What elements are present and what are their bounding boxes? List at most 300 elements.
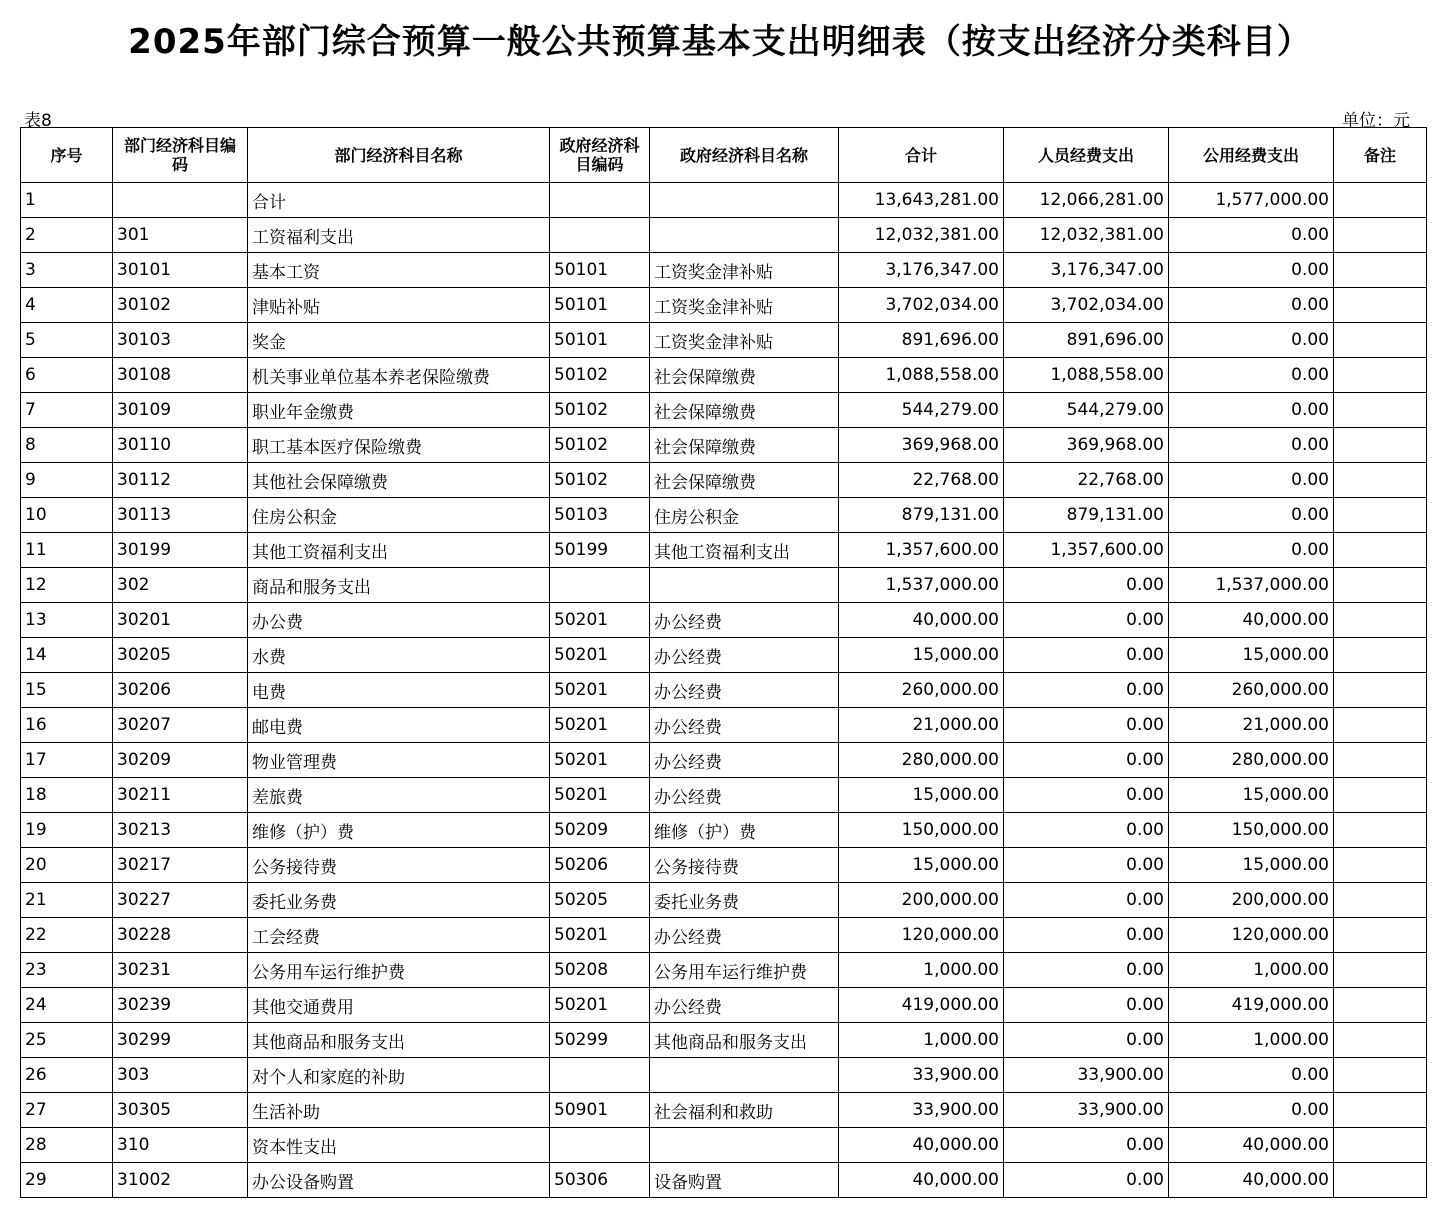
cell-gov-code: 50206 xyxy=(550,848,650,883)
cell-personnel: 0.00 xyxy=(1004,883,1169,918)
cell-note xyxy=(1334,568,1427,603)
cell-public: 1,577,000.00 xyxy=(1169,183,1334,218)
cell-total: 3,702,034.00 xyxy=(839,288,1004,323)
cell-gov-code: 50102 xyxy=(550,393,650,428)
cell-seq: 25 xyxy=(21,1023,113,1058)
header-seq: 序号 xyxy=(21,128,113,183)
cell-seq: 23 xyxy=(21,953,113,988)
cell-total: 150,000.00 xyxy=(839,813,1004,848)
cell-dept-code: 30199 xyxy=(113,533,248,568)
cell-gov-name: 办公经费 xyxy=(650,603,839,638)
cell-gov-code: 50901 xyxy=(550,1093,650,1128)
cell-personnel: 33,900.00 xyxy=(1004,1093,1169,1128)
cell-dept-name: 职工基本医疗保险缴费 xyxy=(248,428,550,463)
cell-note xyxy=(1334,1163,1427,1198)
cell-note xyxy=(1334,323,1427,358)
cell-personnel: 0.00 xyxy=(1004,708,1169,743)
cell-personnel: 0.00 xyxy=(1004,848,1169,883)
cell-gov-code: 50201 xyxy=(550,988,650,1023)
cell-total: 15,000.00 xyxy=(839,848,1004,883)
cell-gov-code xyxy=(550,1128,650,1163)
cell-seq: 4 xyxy=(21,288,113,323)
cell-dept-code: 301 xyxy=(113,218,248,253)
header-public: 公用经费支出 xyxy=(1169,128,1334,183)
cell-public: 0.00 xyxy=(1169,288,1334,323)
budget-table xyxy=(20,127,1427,1198)
cell-dept-code: 30112 xyxy=(113,463,248,498)
table-row xyxy=(21,988,1427,1023)
cell-personnel: 1,088,558.00 xyxy=(1004,358,1169,393)
cell-total: 13,643,281.00 xyxy=(839,183,1004,218)
cell-personnel: 0.00 xyxy=(1004,603,1169,638)
cell-note xyxy=(1334,428,1427,463)
table-row xyxy=(21,603,1427,638)
cell-public: 0.00 xyxy=(1169,323,1334,358)
cell-dept-name: 商品和服务支出 xyxy=(248,568,550,603)
cell-public: 15,000.00 xyxy=(1169,638,1334,673)
cell-public: 200,000.00 xyxy=(1169,883,1334,918)
cell-dept-name: 奖金 xyxy=(248,323,550,358)
cell-gov-name: 住房公积金 xyxy=(650,498,839,533)
cell-gov-name xyxy=(650,1128,839,1163)
cell-seq: 28 xyxy=(21,1128,113,1163)
cell-gov-name xyxy=(650,183,839,218)
cell-total: 15,000.00 xyxy=(839,778,1004,813)
cell-seq: 19 xyxy=(21,813,113,848)
cell-personnel: 369,968.00 xyxy=(1004,428,1169,463)
cell-total: 21,000.00 xyxy=(839,708,1004,743)
cell-note xyxy=(1334,253,1427,288)
cell-note xyxy=(1334,848,1427,883)
cell-gov-code xyxy=(550,1058,650,1093)
cell-personnel: 0.00 xyxy=(1004,568,1169,603)
cell-dept-name: 工会经费 xyxy=(248,918,550,953)
cell-public: 0.00 xyxy=(1169,498,1334,533)
cell-dept-name: 其他社会保障缴费 xyxy=(248,463,550,498)
cell-seq: 10 xyxy=(21,498,113,533)
cell-note xyxy=(1334,778,1427,813)
table-row xyxy=(21,918,1427,953)
table-row xyxy=(21,498,1427,533)
cell-total: 120,000.00 xyxy=(839,918,1004,953)
cell-dept-code: 30206 xyxy=(113,673,248,708)
cell-dept-name: 工资福利支出 xyxy=(248,218,550,253)
cell-gov-code: 50102 xyxy=(550,428,650,463)
cell-public: 280,000.00 xyxy=(1169,743,1334,778)
cell-note xyxy=(1334,463,1427,498)
cell-gov-name: 工资奖金津补贴 xyxy=(650,288,839,323)
table-row xyxy=(21,673,1427,708)
unit-label: 单位：元 xyxy=(1342,111,1410,131)
cell-gov-code: 50201 xyxy=(550,918,650,953)
cell-note xyxy=(1334,918,1427,953)
cell-gov-name: 办公经费 xyxy=(650,743,839,778)
cell-personnel: 0.00 xyxy=(1004,743,1169,778)
cell-total: 33,900.00 xyxy=(839,1058,1004,1093)
cell-total: 891,696.00 xyxy=(839,323,1004,358)
cell-total: 200,000.00 xyxy=(839,883,1004,918)
cell-dept-code: 30103 xyxy=(113,323,248,358)
cell-gov-code xyxy=(550,568,650,603)
table-number: 表8 xyxy=(24,111,52,131)
cell-dept-code: 30217 xyxy=(113,848,248,883)
cell-public: 0.00 xyxy=(1169,393,1334,428)
table-row xyxy=(21,1093,1427,1128)
cell-gov-code: 50201 xyxy=(550,708,650,743)
cell-gov-name: 其他工资福利支出 xyxy=(650,533,839,568)
cell-personnel: 3,176,347.00 xyxy=(1004,253,1169,288)
cell-dept-code: 30109 xyxy=(113,393,248,428)
cell-dept-code: 30201 xyxy=(113,603,248,638)
cell-gov-code: 50306 xyxy=(550,1163,650,1198)
cell-personnel: 0.00 xyxy=(1004,638,1169,673)
cell-public: 1,000.00 xyxy=(1169,953,1334,988)
cell-gov-code xyxy=(550,218,650,253)
cell-seq: 21 xyxy=(21,883,113,918)
cell-note xyxy=(1334,393,1427,428)
cell-dept-name: 物业管理费 xyxy=(248,743,550,778)
cell-dept-name: 委托业务费 xyxy=(248,883,550,918)
cell-public: 40,000.00 xyxy=(1169,1128,1334,1163)
cell-note xyxy=(1334,813,1427,848)
cell-total: 33,900.00 xyxy=(839,1093,1004,1128)
cell-seq: 26 xyxy=(21,1058,113,1093)
cell-total: 22,768.00 xyxy=(839,463,1004,498)
table-row xyxy=(21,953,1427,988)
cell-note xyxy=(1334,673,1427,708)
header-row xyxy=(21,128,1427,183)
cell-public: 40,000.00 xyxy=(1169,1163,1334,1198)
cell-gov-code: 50299 xyxy=(550,1023,650,1058)
cell-total: 40,000.00 xyxy=(839,1163,1004,1198)
table-row xyxy=(21,1058,1427,1093)
cell-total: 15,000.00 xyxy=(839,638,1004,673)
cell-dept-name: 水费 xyxy=(248,638,550,673)
cell-gov-code: 50199 xyxy=(550,533,650,568)
cell-seq: 22 xyxy=(21,918,113,953)
cell-total: 40,000.00 xyxy=(839,603,1004,638)
table-row xyxy=(21,463,1427,498)
cell-gov-name: 办公经费 xyxy=(650,673,839,708)
cell-gov-code: 50201 xyxy=(550,638,650,673)
cell-gov-code: 50201 xyxy=(550,778,650,813)
cell-public: 419,000.00 xyxy=(1169,988,1334,1023)
cell-gov-code: 50101 xyxy=(550,288,650,323)
cell-dept-code: 310 xyxy=(113,1128,248,1163)
cell-personnel: 0.00 xyxy=(1004,1023,1169,1058)
cell-note xyxy=(1334,498,1427,533)
cell-dept-name: 对个人和家庭的补助 xyxy=(248,1058,550,1093)
cell-note xyxy=(1334,603,1427,638)
cell-personnel: 3,702,034.00 xyxy=(1004,288,1169,323)
cell-seq: 20 xyxy=(21,848,113,883)
cell-gov-code xyxy=(550,183,650,218)
cell-personnel: 0.00 xyxy=(1004,813,1169,848)
header-dept-name: 部门经济科目名称 xyxy=(248,128,550,183)
header-gov-code: 政府经济科目编码 xyxy=(550,128,650,183)
header-note: 备注 xyxy=(1334,128,1427,183)
cell-total: 260,000.00 xyxy=(839,673,1004,708)
cell-gov-name: 其他商品和服务支出 xyxy=(650,1023,839,1058)
cell-total: 879,131.00 xyxy=(839,498,1004,533)
cell-public: 260,000.00 xyxy=(1169,673,1334,708)
cell-gov-name: 社会保障缴费 xyxy=(650,463,839,498)
cell-dept-name: 电费 xyxy=(248,673,550,708)
cell-personnel: 0.00 xyxy=(1004,673,1169,708)
cell-dept-code: 30108 xyxy=(113,358,248,393)
cell-gov-name: 办公经费 xyxy=(650,708,839,743)
cell-dept-code: 30213 xyxy=(113,813,248,848)
cell-seq: 14 xyxy=(21,638,113,673)
table-row xyxy=(21,533,1427,568)
cell-dept-code xyxy=(113,183,248,218)
cell-public: 150,000.00 xyxy=(1169,813,1334,848)
table-row xyxy=(21,638,1427,673)
header-gov-name: 政府经济科目名称 xyxy=(650,128,839,183)
cell-note xyxy=(1334,288,1427,323)
cell-seq: 24 xyxy=(21,988,113,1023)
cell-dept-code: 30227 xyxy=(113,883,248,918)
cell-gov-code: 50103 xyxy=(550,498,650,533)
cell-personnel: 33,900.00 xyxy=(1004,1058,1169,1093)
cell-dept-name: 津贴补贴 xyxy=(248,288,550,323)
cell-public: 1,537,000.00 xyxy=(1169,568,1334,603)
cell-seq: 11 xyxy=(21,533,113,568)
cell-personnel: 0.00 xyxy=(1004,1128,1169,1163)
cell-total: 1,088,558.00 xyxy=(839,358,1004,393)
cell-dept-code: 30113 xyxy=(113,498,248,533)
cell-seq: 29 xyxy=(21,1163,113,1198)
cell-note xyxy=(1334,533,1427,568)
table-row xyxy=(21,1128,1427,1163)
table-row xyxy=(21,323,1427,358)
cell-gov-name: 办公经费 xyxy=(650,918,839,953)
cell-gov-code: 50101 xyxy=(550,253,650,288)
cell-personnel: 12,066,281.00 xyxy=(1004,183,1169,218)
cell-gov-code: 50102 xyxy=(550,463,650,498)
cell-personnel: 0.00 xyxy=(1004,1163,1169,1198)
cell-gov-code: 50201 xyxy=(550,603,650,638)
cell-gov-name: 社会福利和救助 xyxy=(650,1093,839,1128)
cell-seq: 5 xyxy=(21,323,113,358)
cell-gov-code: 50201 xyxy=(550,673,650,708)
cell-seq: 7 xyxy=(21,393,113,428)
cell-public: 0.00 xyxy=(1169,1093,1334,1128)
cell-seq: 1 xyxy=(21,183,113,218)
cell-gov-name: 工资奖金津补贴 xyxy=(650,253,839,288)
cell-personnel: 0.00 xyxy=(1004,953,1169,988)
page-title: 2025年部门综合预算一般公共预算基本支出明细表（按支出经济分类科目） xyxy=(128,22,1312,62)
cell-note xyxy=(1334,1023,1427,1058)
cell-dept-name: 公务用车运行维护费 xyxy=(248,953,550,988)
cell-personnel: 0.00 xyxy=(1004,778,1169,813)
table-row xyxy=(21,743,1427,778)
cell-public: 21,000.00 xyxy=(1169,708,1334,743)
table-row xyxy=(21,778,1427,813)
cell-dept-name: 公务接待费 xyxy=(248,848,550,883)
cell-dept-code: 31002 xyxy=(113,1163,248,1198)
cell-gov-name: 办公经费 xyxy=(650,988,839,1023)
cell-public: 0.00 xyxy=(1169,358,1334,393)
cell-gov-name: 委托业务费 xyxy=(650,883,839,918)
cell-dept-code: 30231 xyxy=(113,953,248,988)
cell-dept-code: 303 xyxy=(113,1058,248,1093)
table-row xyxy=(21,428,1427,463)
cell-note xyxy=(1334,358,1427,393)
cell-public: 0.00 xyxy=(1169,533,1334,568)
cell-note xyxy=(1334,708,1427,743)
cell-note xyxy=(1334,1093,1427,1128)
cell-dept-code: 30102 xyxy=(113,288,248,323)
cell-dept-code: 30101 xyxy=(113,253,248,288)
table-row xyxy=(21,183,1427,218)
cell-gov-code: 50102 xyxy=(550,358,650,393)
cell-seq: 16 xyxy=(21,708,113,743)
cell-dept-code: 30205 xyxy=(113,638,248,673)
cell-dept-name: 住房公积金 xyxy=(248,498,550,533)
cell-gov-name: 社会保障缴费 xyxy=(650,428,839,463)
table-row xyxy=(21,253,1427,288)
cell-dept-code: 30299 xyxy=(113,1023,248,1058)
table-row xyxy=(21,1023,1427,1058)
cell-dept-name: 办公设备购置 xyxy=(248,1163,550,1198)
cell-public: 120,000.00 xyxy=(1169,918,1334,953)
cell-seq: 18 xyxy=(21,778,113,813)
cell-total: 1,537,000.00 xyxy=(839,568,1004,603)
cell-total: 280,000.00 xyxy=(839,743,1004,778)
cell-gov-name: 公务用车运行维护费 xyxy=(650,953,839,988)
cell-gov-name xyxy=(650,218,839,253)
cell-seq: 6 xyxy=(21,358,113,393)
table-row xyxy=(21,848,1427,883)
cell-personnel: 0.00 xyxy=(1004,988,1169,1023)
cell-gov-code: 50205 xyxy=(550,883,650,918)
cell-seq: 3 xyxy=(21,253,113,288)
table-row xyxy=(21,813,1427,848)
cell-public: 0.00 xyxy=(1169,463,1334,498)
table-row xyxy=(21,1163,1427,1198)
cell-personnel: 22,768.00 xyxy=(1004,463,1169,498)
cell-gov-name: 公务接待费 xyxy=(650,848,839,883)
header-total: 合计 xyxy=(839,128,1004,183)
cell-dept-code: 302 xyxy=(113,568,248,603)
cell-dept-name: 其他工资福利支出 xyxy=(248,533,550,568)
cell-dept-name: 基本工资 xyxy=(248,253,550,288)
cell-gov-name: 设备购置 xyxy=(650,1163,839,1198)
header-dept-code: 部门经济科目编码 xyxy=(113,128,248,183)
cell-seq: 8 xyxy=(21,428,113,463)
cell-public: 15,000.00 xyxy=(1169,778,1334,813)
cell-note xyxy=(1334,988,1427,1023)
cell-note xyxy=(1334,953,1427,988)
table-row xyxy=(21,393,1427,428)
cell-gov-code: 50208 xyxy=(550,953,650,988)
cell-public: 0.00 xyxy=(1169,253,1334,288)
cell-dept-code: 30209 xyxy=(113,743,248,778)
cell-dept-code: 30228 xyxy=(113,918,248,953)
cell-note xyxy=(1334,218,1427,253)
cell-dept-name: 生活补助 xyxy=(248,1093,550,1128)
cell-dept-name: 资本性支出 xyxy=(248,1128,550,1163)
cell-dept-name: 差旅费 xyxy=(248,778,550,813)
cell-total: 1,000.00 xyxy=(839,953,1004,988)
cell-public: 40,000.00 xyxy=(1169,603,1334,638)
table-row xyxy=(21,358,1427,393)
cell-dept-name: 机关事业单位基本养老保险缴费 xyxy=(248,358,550,393)
cell-total: 369,968.00 xyxy=(839,428,1004,463)
cell-total: 3,176,347.00 xyxy=(839,253,1004,288)
cell-gov-code: 50209 xyxy=(550,813,650,848)
cell-seq: 17 xyxy=(21,743,113,778)
cell-note xyxy=(1334,183,1427,218)
cell-dept-code: 30305 xyxy=(113,1093,248,1128)
cell-gov-name: 维修（护）费 xyxy=(650,813,839,848)
table-row xyxy=(21,568,1427,603)
cell-personnel: 1,357,600.00 xyxy=(1004,533,1169,568)
cell-dept-name: 职业年金缴费 xyxy=(248,393,550,428)
cell-gov-name: 工资奖金津补贴 xyxy=(650,323,839,358)
cell-gov-name: 办公经费 xyxy=(650,638,839,673)
cell-seq: 13 xyxy=(21,603,113,638)
cell-public: 1,000.00 xyxy=(1169,1023,1334,1058)
cell-dept-name: 维修（护）费 xyxy=(248,813,550,848)
cell-seq: 9 xyxy=(21,463,113,498)
table-row xyxy=(21,218,1427,253)
cell-seq: 2 xyxy=(21,218,113,253)
cell-dept-name: 邮电费 xyxy=(248,708,550,743)
cell-gov-name: 办公经费 xyxy=(650,778,839,813)
cell-total: 12,032,381.00 xyxy=(839,218,1004,253)
table-row xyxy=(21,883,1427,918)
cell-note xyxy=(1334,883,1427,918)
cell-note xyxy=(1334,638,1427,673)
cell-seq: 27 xyxy=(21,1093,113,1128)
cell-total: 544,279.00 xyxy=(839,393,1004,428)
cell-gov-name xyxy=(650,1058,839,1093)
cell-public: 0.00 xyxy=(1169,218,1334,253)
cell-public: 15,000.00 xyxy=(1169,848,1334,883)
cell-gov-code: 50201 xyxy=(550,743,650,778)
table-row xyxy=(21,708,1427,743)
cell-total: 419,000.00 xyxy=(839,988,1004,1023)
cell-dept-name: 其他商品和服务支出 xyxy=(248,1023,550,1058)
cell-dept-code: 30211 xyxy=(113,778,248,813)
cell-note xyxy=(1334,1128,1427,1163)
cell-total: 40,000.00 xyxy=(839,1128,1004,1163)
cell-public: 0.00 xyxy=(1169,1058,1334,1093)
cell-gov-code: 50101 xyxy=(550,323,650,358)
cell-dept-code: 30110 xyxy=(113,428,248,463)
cell-seq: 12 xyxy=(21,568,113,603)
cell-gov-name xyxy=(650,568,839,603)
table-row xyxy=(21,288,1427,323)
cell-personnel: 12,032,381.00 xyxy=(1004,218,1169,253)
header-personnel: 人员经费支出 xyxy=(1004,128,1169,183)
cell-gov-name: 社会保障缴费 xyxy=(650,393,839,428)
cell-note xyxy=(1334,1058,1427,1093)
cell-total: 1,000.00 xyxy=(839,1023,1004,1058)
cell-total: 1,357,600.00 xyxy=(839,533,1004,568)
cell-seq: 15 xyxy=(21,673,113,708)
cell-note xyxy=(1334,743,1427,778)
cell-personnel: 891,696.00 xyxy=(1004,323,1169,358)
cell-public: 0.00 xyxy=(1169,428,1334,463)
table-body xyxy=(21,183,1427,1198)
cell-personnel: 879,131.00 xyxy=(1004,498,1169,533)
cell-personnel: 544,279.00 xyxy=(1004,393,1169,428)
cell-gov-name: 社会保障缴费 xyxy=(650,358,839,393)
cell-dept-code: 30239 xyxy=(113,988,248,1023)
